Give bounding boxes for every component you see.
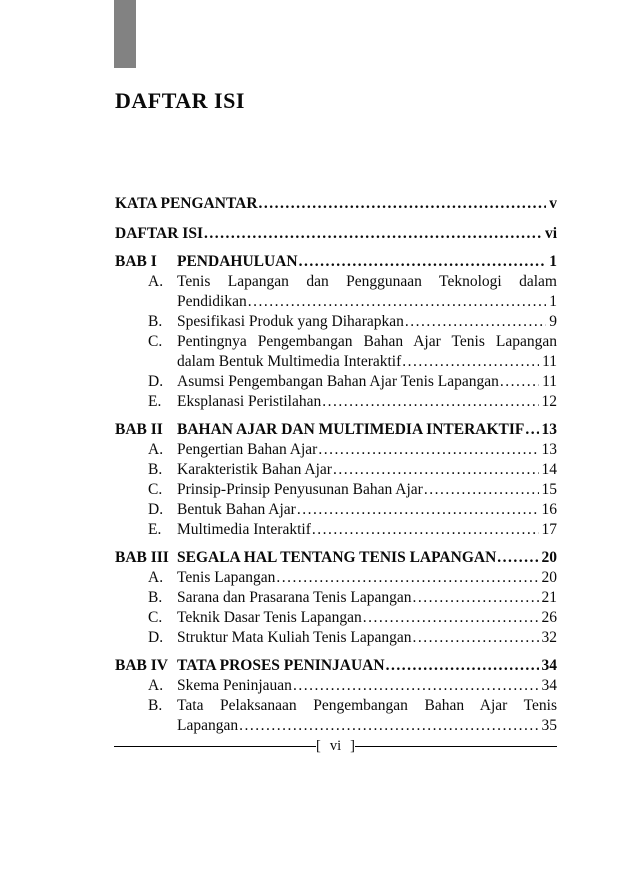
item-last-line (177, 352, 557, 372)
dot-leader (525, 420, 538, 440)
toc-sub-item (115, 460, 557, 480)
item-last-line (177, 608, 557, 628)
item-last-line (177, 676, 557, 696)
item-letter: D. (148, 629, 164, 646)
item-letter: A. (148, 569, 164, 586)
dot-leader (412, 588, 538, 608)
item-page-number: 15 (541, 481, 557, 498)
toc-chapter-entry (115, 420, 557, 440)
dot-leader (424, 480, 539, 500)
item-last-line (177, 716, 557, 736)
toc-sub-item (115, 272, 557, 312)
toc-chapter-entry (115, 548, 557, 568)
item-page-number: 32 (541, 629, 557, 646)
toc-entry-label: KATA PENGANTAR (115, 195, 258, 212)
dot-leader (276, 568, 538, 588)
item-letter: A. (148, 677, 164, 694)
chapter-title: BAHAN AJAR DAN MULTIMEDIA INTERAKTIF (177, 421, 525, 438)
chapter-number: BAB III (115, 549, 169, 566)
toc-sub-item (115, 628, 557, 648)
item-letter: E. (148, 393, 162, 410)
chapter-number: BAB IV (115, 657, 168, 674)
toc-sub-item (115, 372, 557, 392)
toc-list (115, 194, 557, 736)
item-text: Teknik Dasar Tenis Lapangan (177, 609, 362, 626)
item-page-number: 21 (541, 589, 557, 606)
toc-entry-page-number: v (549, 195, 557, 212)
item-last-line (177, 520, 557, 540)
dot-leader (402, 352, 539, 372)
item-last-line (177, 312, 557, 332)
toc-sub-item (115, 332, 557, 372)
item-text: Lapangan (177, 717, 239, 734)
item-page-number: 11 (542, 373, 557, 390)
toc-sub-item (115, 480, 557, 500)
item-text: dalam Bentuk Multimedia Interaktif (177, 353, 402, 370)
item-page-number: 14 (541, 461, 557, 478)
page-title: DAFTAR ISI (115, 88, 245, 113)
toc-sub-item (115, 520, 557, 540)
chapter-page-number: 13 (541, 421, 557, 438)
footer-close-bracket: ] (350, 738, 355, 754)
item-letter: B. (148, 461, 163, 478)
toc-sub-item (115, 312, 557, 332)
dot-leader (299, 252, 547, 272)
item-text: Karakteristik Bahan Ajar (177, 461, 332, 478)
dot-leader (363, 608, 539, 628)
item-text: Skema Peninjauan (177, 677, 292, 694)
item-page-number: 11 (542, 353, 557, 370)
item-page-number: 35 (541, 717, 557, 734)
item-page-number: 26 (541, 609, 557, 626)
dot-leader (312, 520, 539, 540)
item-last-line (177, 292, 557, 312)
item-letter: E. (148, 521, 162, 538)
item-text-line: Tata Pelaksanaan Pengembangan Bahan Ajar Tenis (177, 697, 557, 714)
item-page-number: 16 (541, 501, 557, 518)
footer-page-number: vi (329, 738, 342, 754)
item-text: Spesifikasi Produk yang Diharapkan (177, 313, 404, 330)
dot-leader (333, 460, 539, 480)
item-text: Pengertian Bahan Ajar (177, 441, 318, 458)
item-text: Sarana dan Prasarana Tenis Lapangan (177, 589, 412, 606)
toc-sub-item (115, 392, 557, 412)
item-text: Bentuk Bahan Ajar (177, 501, 296, 518)
item-last-line (177, 372, 557, 392)
item-page-number: 9 (549, 313, 557, 330)
footer-rule-right (355, 746, 557, 747)
dot-leader (500, 372, 539, 392)
dot-leader (239, 716, 538, 736)
chapter-title: PENDAHULUAN (177, 253, 298, 270)
item-text: Multimedia Interaktif (177, 521, 311, 538)
toc-front-entry (115, 224, 557, 244)
dot-leader (497, 548, 538, 568)
item-page-number: 13 (541, 441, 557, 458)
dot-leader (318, 440, 538, 460)
item-text: Struktur Mata Kuliah Tenis Lapangan (177, 629, 412, 646)
dot-leader (204, 224, 542, 244)
item-letter: D. (148, 373, 164, 390)
toc-chapter-entry (115, 656, 557, 676)
item-page-number: 12 (541, 393, 557, 410)
dot-leader (259, 194, 547, 214)
toc-front-entry (115, 194, 557, 214)
item-text-line: Tenis Lapangan dan Penggunaan Teknologi dalam (177, 273, 557, 290)
item-text-line: Pentingnya Pengembangan Bahan Ajar Tenis Lapangan (177, 333, 557, 350)
item-last-line (177, 628, 557, 648)
chapter-page-number: 20 (541, 549, 557, 566)
item-text: Eksplanasi Peristilahan (177, 393, 322, 410)
item-page-number: 20 (541, 569, 557, 586)
item-letter: B. (148, 697, 163, 714)
item-letter: C. (148, 333, 163, 350)
item-page-number: 17 (541, 521, 557, 538)
dot-leader (293, 676, 539, 696)
item-text: Tenis Lapangan (177, 569, 276, 586)
toc-chapter-entry (115, 252, 557, 272)
toc-sub-item (115, 608, 557, 628)
footer-rule-left (114, 746, 316, 747)
item-last-line (177, 480, 557, 500)
item-last-line (177, 500, 557, 520)
dot-leader (413, 628, 539, 648)
item-letter: C. (148, 481, 163, 498)
chapter-page-number: 34 (541, 657, 557, 674)
item-letter: C. (148, 609, 163, 626)
toc-sub-item (115, 500, 557, 520)
chapter-number: BAB II (115, 421, 163, 438)
toc-entry-page-number: vi (544, 225, 557, 242)
item-text: Pendidikan (177, 293, 247, 310)
item-last-line (177, 460, 557, 480)
toc-sub-item (115, 588, 557, 608)
dot-leader (386, 656, 539, 676)
item-page-number: 1 (549, 293, 557, 310)
chapter-page-number: 1 (549, 253, 557, 270)
dot-leader (248, 292, 547, 312)
chapter-number: BAB I (115, 253, 157, 270)
item-last-line (177, 392, 557, 412)
item-letter: D. (148, 501, 164, 518)
item-last-line (177, 588, 557, 608)
item-letter: A. (148, 441, 164, 458)
dot-leader (322, 392, 538, 412)
toc-sub-item (115, 676, 557, 696)
item-last-line (177, 568, 557, 588)
dot-leader (405, 312, 546, 332)
chapter-title: TATA PROSES PENINJAUAN (177, 657, 385, 674)
toc-sub-item (115, 440, 557, 460)
toc-entry-label: DAFTAR ISI (115, 225, 203, 242)
footer-open-bracket: [ (316, 738, 321, 754)
item-page-number: 34 (541, 677, 557, 694)
dot-leader (297, 500, 539, 520)
item-text: Prinsip-Prinsip Penyusunan Bahan Ajar (177, 481, 423, 498)
page-footer (114, 737, 557, 755)
item-letter: B. (148, 589, 163, 606)
toc-sub-item (115, 696, 557, 736)
toc-sub-item (115, 568, 557, 588)
item-last-line (177, 440, 557, 460)
item-text: Asumsi Pengembangan Bahan Ajar Tenis Lapangan (177, 373, 499, 390)
chapter-title: SEGALA HAL TENTANG TENIS LAPANGAN (177, 549, 497, 566)
item-letter: B. (148, 313, 163, 330)
item-letter: A. (148, 273, 164, 290)
